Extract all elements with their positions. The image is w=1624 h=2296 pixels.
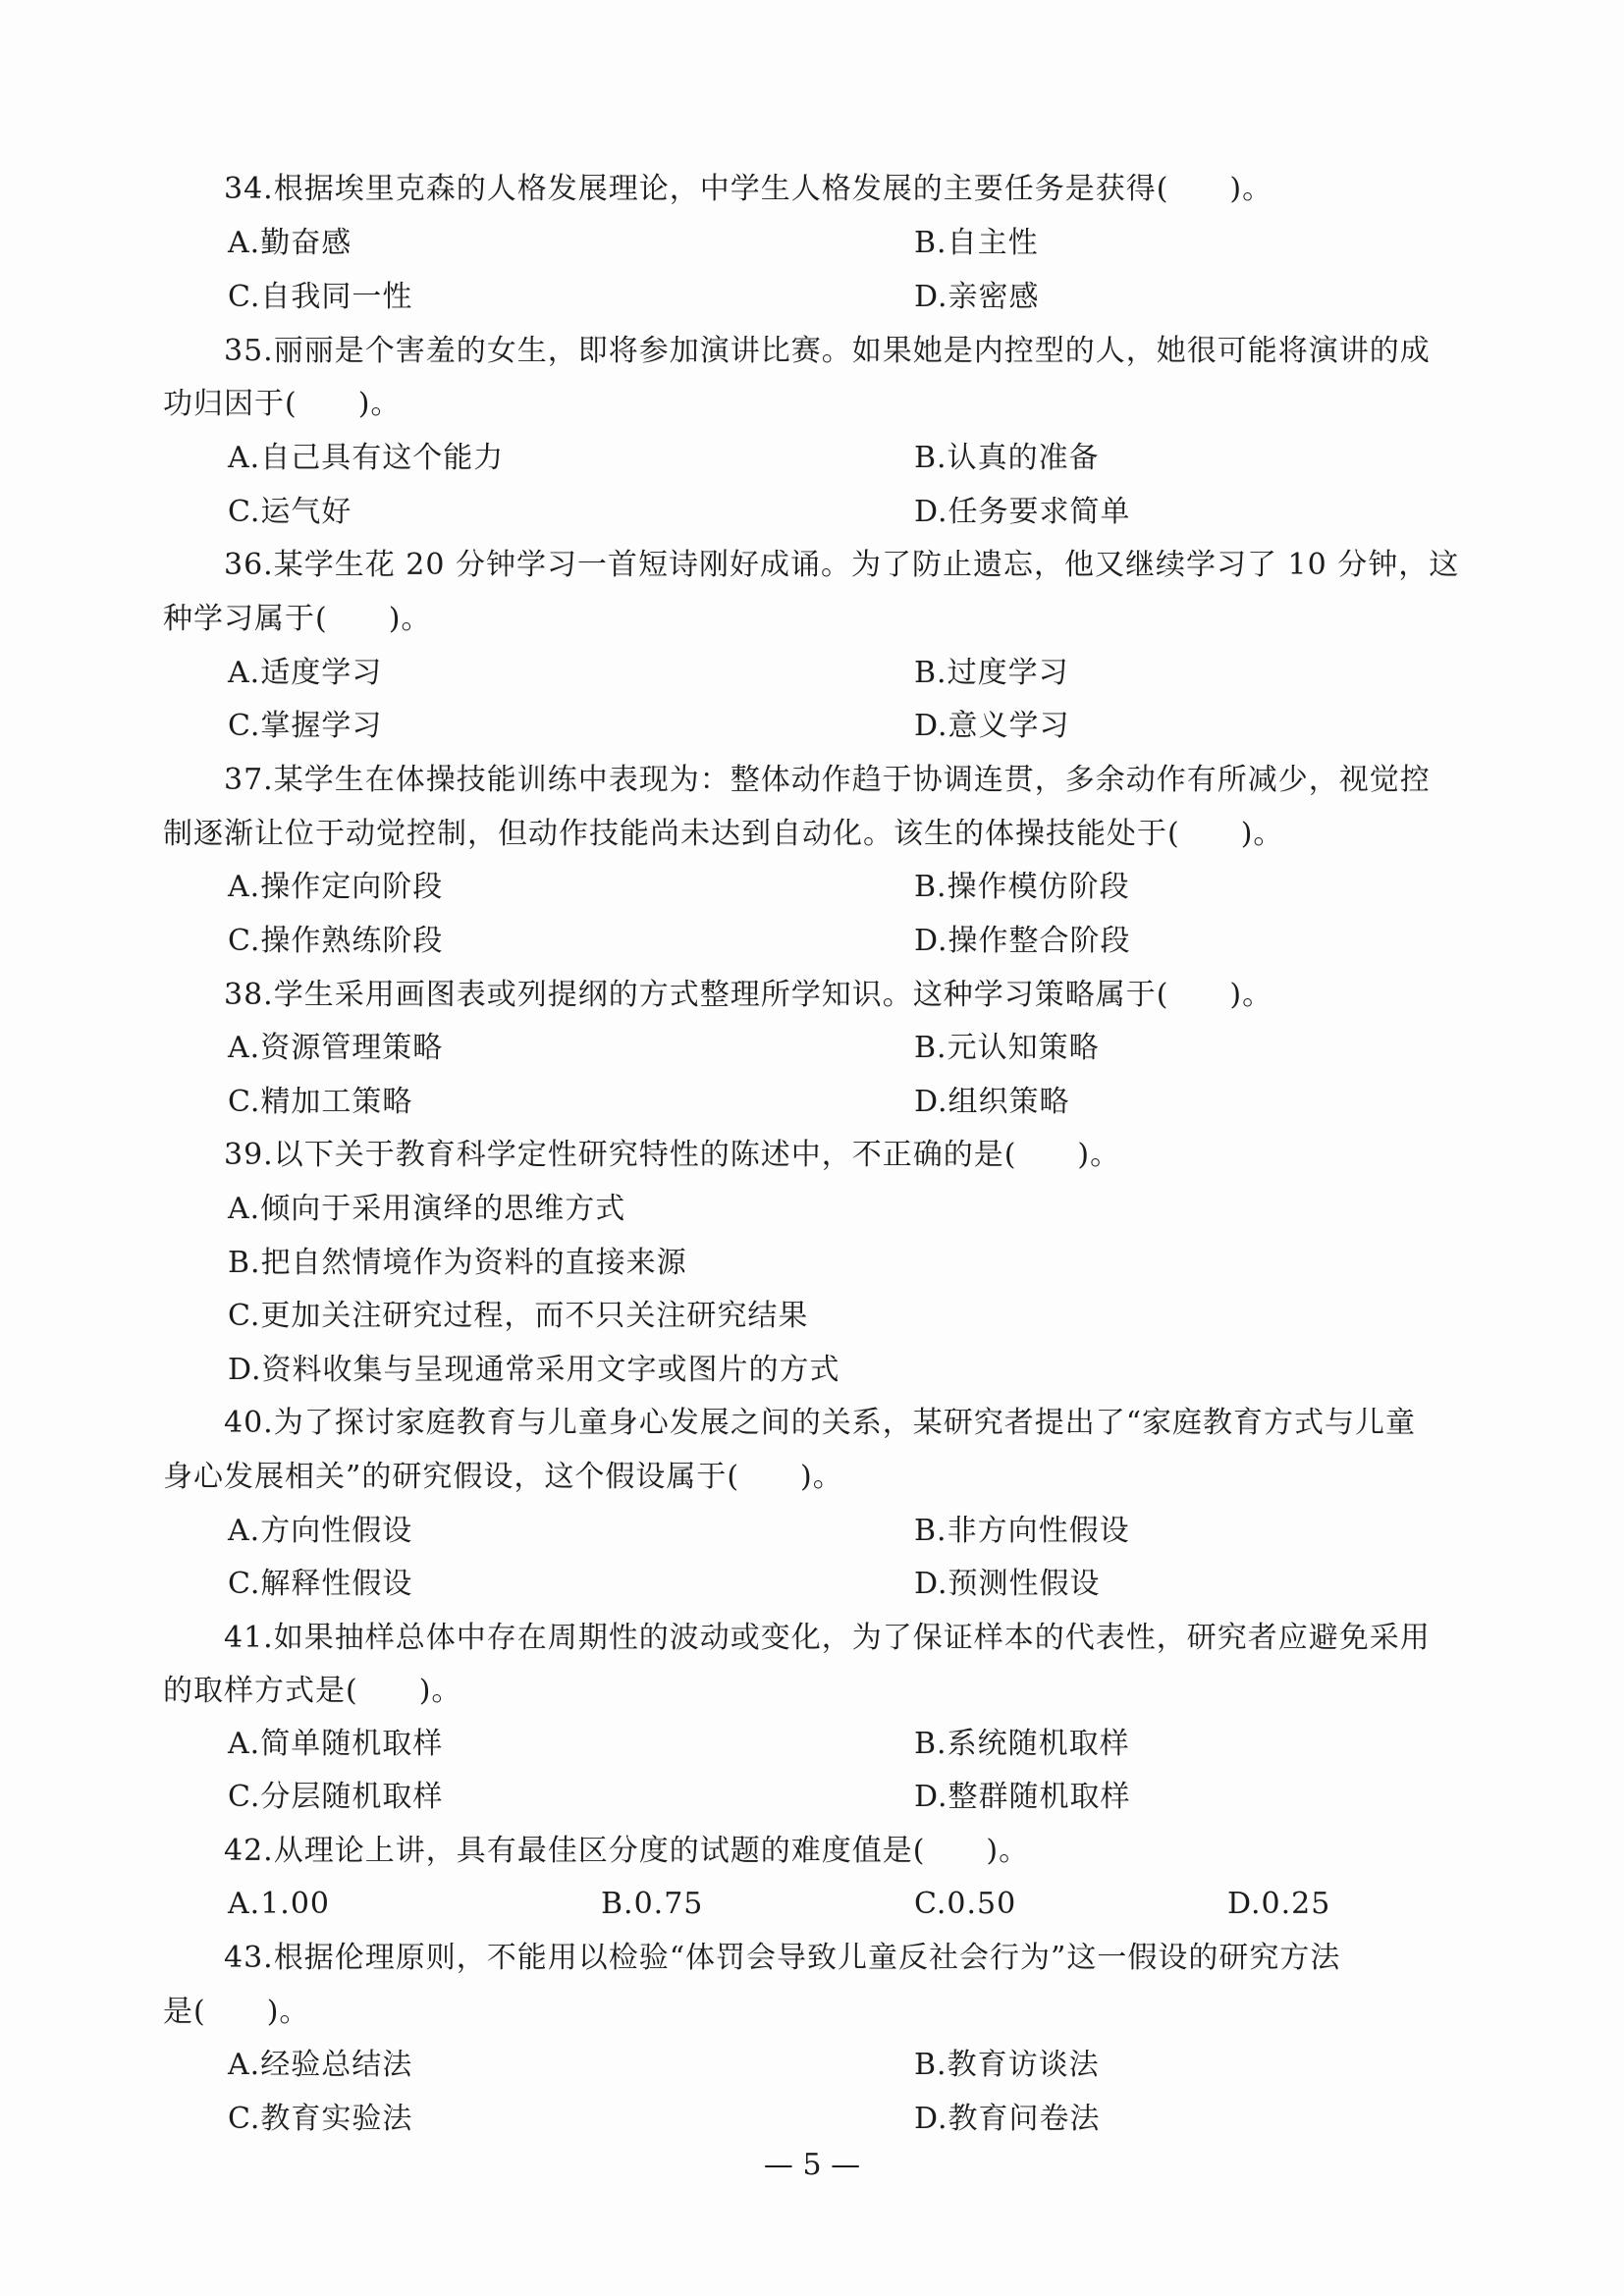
question-37-stem: 37.某学生在体操技能训练中表现为：整体动作趋于协调连贯，多余动作有所减少，视觉控 — [224, 763, 1431, 797]
question-41-option-a: A.简单随机取样 — [228, 1727, 444, 1761]
question-42-option-b: B.0.75 — [601, 1887, 704, 1921]
question-39-option-d: D.资料收集与呈现通常采用文字或图片的方式 — [228, 1353, 840, 1387]
question-40-stem-continued: 身心发展相关”的研究假设，这个假设属于( )。 — [163, 1460, 843, 1494]
question-34-option-a: A.勤奋感 — [228, 226, 352, 260]
question-35-option-b: B.认真的准备 — [914, 441, 1100, 475]
question-43-option-c: C.教育实验法 — [228, 2102, 413, 2136]
question-43-option-b: B.教育访谈法 — [914, 2048, 1100, 2082]
question-43-option-d: D.教育问卷法 — [914, 2102, 1101, 2136]
question-36-option-d: D.意义学习 — [914, 709, 1070, 743]
question-41-option-c: C.分层随机取样 — [228, 1780, 444, 1814]
question-40-option-d: D.预测性假设 — [914, 1567, 1101, 1601]
question-43-stem-continued: 是( )。 — [163, 1995, 310, 2029]
question-43-stem: 43.根据伦理原则，不能用以检验“体罚会导致儿童反社会行为”这一假设的研究方法 — [224, 1941, 1341, 1975]
question-37-option-a: A.操作定向阶段 — [228, 870, 444, 904]
question-35-stem: 35.丽丽是个害羞的女生，即将参加演讲比赛。如果她是内控型的人，她很可能将演讲的成 — [224, 334, 1431, 368]
question-36-option-a: A.适度学习 — [228, 656, 383, 690]
question-37-option-b: B.操作模仿阶段 — [914, 870, 1130, 904]
question-36-option-c: C.掌握学习 — [228, 709, 383, 743]
question-38-stem: 38.学生采用画图表或列提纲的方式整理所学知识。这种学习策略属于( )。 — [224, 978, 1273, 1012]
question-39-stem: 39.以下关于教育科学定性研究特性的陈述中，不正确的是( )。 — [224, 1138, 1121, 1172]
question-36-option-b: B.过度学习 — [914, 656, 1069, 690]
question-40-stem: 40.为了探讨家庭教育与儿童身心发展之间的关系，某研究者提出了“家庭教育方式与儿童 — [224, 1406, 1417, 1440]
question-37-option-d: D.操作整合阶段 — [914, 924, 1131, 958]
question-38-option-b: B.元认知策略 — [914, 1031, 1100, 1065]
question-35-option-c: C.运气好 — [228, 495, 352, 529]
question-38-option-a: A.资源管理策略 — [228, 1031, 444, 1065]
question-35-stem-continued: 功归因于( )。 — [163, 387, 402, 421]
question-42-stem: 42.从理论上讲，具有最佳区分度的试题的难度值是( )。 — [224, 1834, 1030, 1868]
question-34-option-c: C.自我同一性 — [228, 280, 413, 314]
question-34-option-d: D.亲密感 — [914, 280, 1040, 314]
question-41-stem-continued: 的取样方式是( )。 — [163, 1674, 462, 1708]
question-34-stem: 34.根据埃里克森的人格发展理论，中学生人格发展的主要任务是获得( )。 — [224, 172, 1273, 206]
question-39-option-c: C.更加关注研究过程，而不只关注研究结果 — [228, 1299, 809, 1333]
question-43-option-a: A.经验总结法 — [228, 2048, 413, 2082]
question-38-option-d: D.组织策略 — [914, 1085, 1070, 1119]
question-36-stem: 36.某学生花 20 分钟学习一首短诗刚好成诵。为了防止遗忘，他又继续学习了 10 分钟，这 — [224, 548, 1460, 582]
question-41-option-b: B.系统随机取样 — [914, 1727, 1130, 1761]
page-number: — 5 — — [763, 2148, 861, 2182]
question-41-stem: 41.如果抽样总体中存在周期性的波动或变化，为了保证样本的代表性，研究者应避免采用 — [224, 1621, 1431, 1655]
question-38-option-c: C.精加工策略 — [228, 1085, 413, 1119]
question-37-option-c: C.操作熟练阶段 — [228, 924, 444, 958]
question-40-option-b: B.非方向性假设 — [914, 1514, 1130, 1548]
question-42-option-c: C.0.50 — [914, 1887, 1017, 1921]
question-40-option-a: A.方向性假设 — [228, 1514, 413, 1548]
question-42-option-a: A.1.00 — [228, 1887, 330, 1921]
question-34-option-b: B.自主性 — [914, 226, 1039, 260]
question-39-option-a: A.倾向于采用演绎的思维方式 — [228, 1192, 626, 1226]
question-36-stem-continued: 种学习属于( )。 — [163, 602, 432, 636]
question-35-option-a: A.自己具有这个能力 — [228, 441, 505, 475]
question-37-stem-continued: 制逐渐让位于动觉控制，但动作技能尚未达到自动化。该生的体操技能处于( )。 — [163, 817, 1284, 851]
question-35-option-d: D.任务要求简单 — [914, 495, 1131, 529]
question-40-option-c: C.解释性假设 — [228, 1567, 413, 1601]
question-41-option-d: D.整群随机取样 — [914, 1780, 1131, 1814]
question-39-option-b: B.把自然情境作为资料的直接来源 — [228, 1246, 687, 1280]
question-42-option-d: D.0.25 — [1227, 1887, 1331, 1921]
